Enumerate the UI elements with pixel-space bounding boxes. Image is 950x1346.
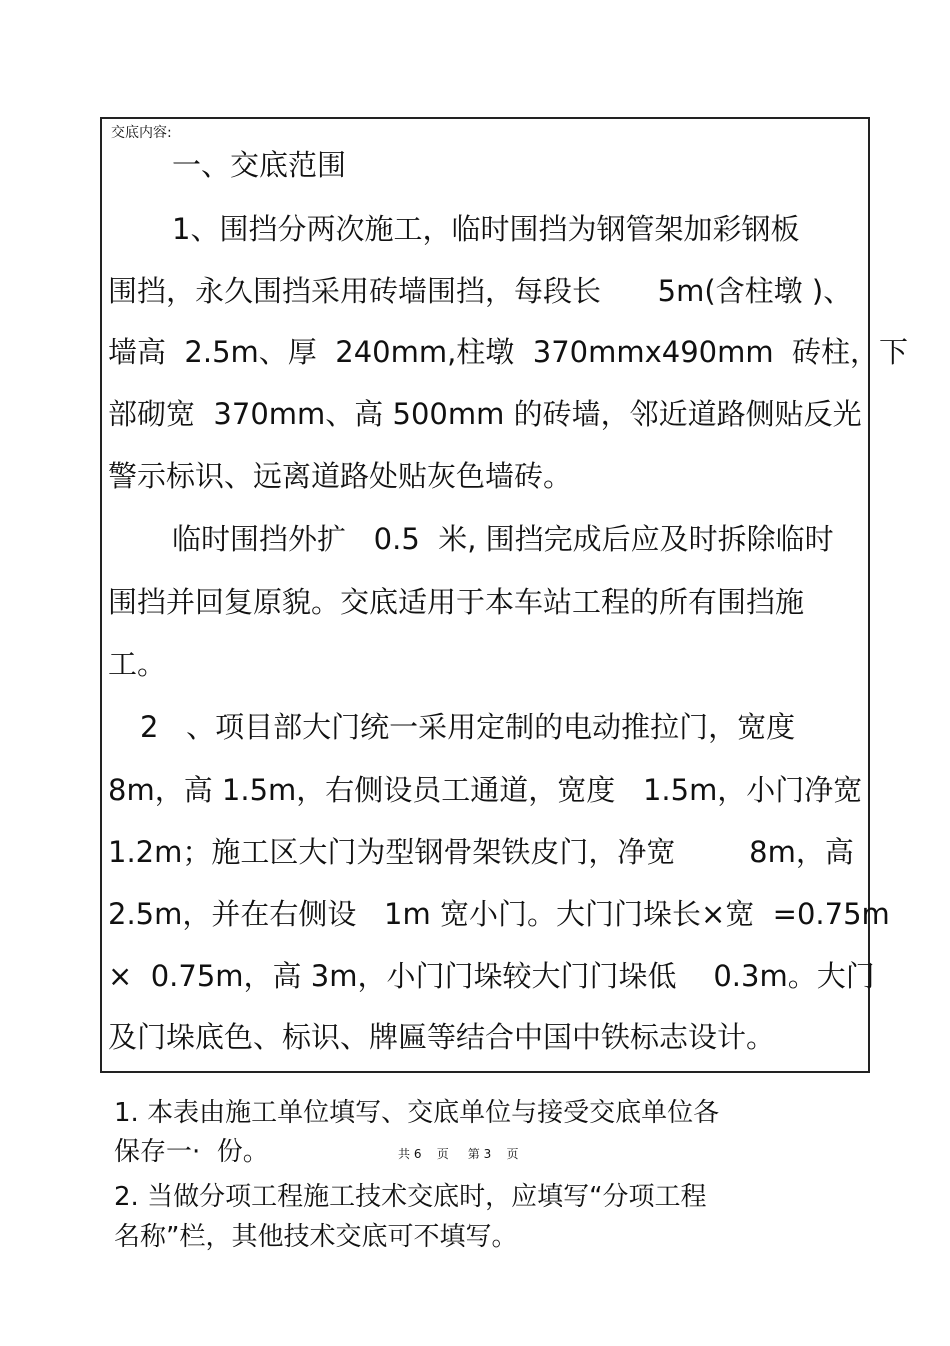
text-line: 2 、项目部大门统一采用定制的电动推拉门，宽度 [140, 710, 796, 744]
box-label: 交底内容: [111, 125, 172, 141]
section-heading: 一、交底范围 [172, 148, 347, 182]
text-line: 工。 [108, 647, 167, 681]
text-line: 围挡并回复原貌。交底适用于本车站工程的所有围挡施 [108, 585, 805, 619]
text-line: 围挡，永久围挡采用砖墙围挡，每段长 5m(含柱墩 )、 [108, 274, 853, 308]
text-line: 临时围挡外扩 0.5 米, 围挡完成后应及时拆除临时 [172, 522, 834, 556]
note-line: 1. 本表由施工单位填写、交底单位与接受交底单位各 [114, 1098, 720, 1128]
note-line: 2. 当做分项工程施工技术交底时，应填写“分项工程 [114, 1182, 707, 1212]
text-line: 2.5m，并在右侧设 1m 宽小门。大门门垛长×宽 =0.75m [108, 897, 890, 931]
text-line: 部砌宽 370mm、高 500mm 的砖墙，邻近道路侧贴反光 [108, 397, 862, 431]
text-line: 1.2m；施工区大门为型钢骨架铁皮门，净宽 8m，高 [108, 835, 854, 869]
text-line: 墙高 2.5m、厚 240mm,柱墩 370mmx490mm 砖柱，下 [108, 335, 909, 369]
note-line: 名称”栏，其他技术交底可不填写。 [114, 1222, 518, 1252]
text-line: 1、围挡分两次施工，临时围挡为钢管架加彩钢板 [172, 212, 800, 246]
note-line: 保存一· 份。 [114, 1137, 269, 1167]
text-line: 警示标识、远离道路处贴灰色墙砖。 [108, 459, 573, 493]
text-line: 及门垛底色、标识、牌匾等结合中国中铁标志设计。 [108, 1020, 776, 1054]
text-line: 8m，高 1.5m，右侧设员工通道，宽度 1.5m，小门净宽 [108, 773, 863, 807]
page-number: 共 6 页 第 3 页 [398, 1147, 519, 1161]
text-line: × 0.75m，高 3m，小门门垛较大门门垛低 0.3m。大门 [108, 959, 875, 993]
